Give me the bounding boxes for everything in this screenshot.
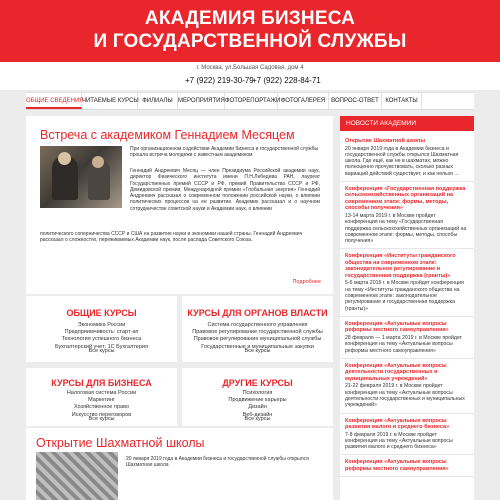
article-body-cont: политического соперничества СССР и США на развитие науки и экономики нашей страны. Геннадий Андреевич рассказал о сложностях, переживаемых Академии наук, после распада Советского Союза. [40,231,303,244]
phone-2[interactable]: +7 (922) 228-84-71 [252,76,321,85]
read-more-link[interactable]: Подробнее [292,279,321,285]
course-item[interactable]: Правовое регулирование муниципальной службы [193,336,322,343]
address: г. Москва, ул.Большая Садовая, дом 4 [196,65,304,71]
news-title[interactable]: Конференция «Актуальные вопросы реформы местного самоуправления» [345,320,449,334]
all-courses-link[interactable]: Все курсы [244,416,271,422]
news-item [340,455,474,477]
chess-article-text: 20 января 2019 года в Академии бизнеса и государственной службы открылся Шахматная школа [126,456,309,469]
course-item[interactable]: Бухгалтерский учет: 1С Бухгалтерия [55,343,148,350]
course-item[interactable]: Государственные и муниципальные закупки [201,343,314,350]
article-photo [40,146,122,208]
course-card-title[interactable]: ДРУГИЕ КУРСЫ [222,378,293,388]
course-card-title[interactable]: КУРСЫ ДЛЯ БИЗНЕСА [51,378,152,388]
course-item[interactable]: Правовое регулирование государственной службы [192,329,323,336]
news-body: 28 февраля — 1 марта 2019 г. в Москве пройдет конференция на тему «Актуальные вопросы реформы местного самоуправления» [345,334,463,354]
course-item[interactable]: Технология успешного бизнеса [61,336,142,343]
course-card-government [182,296,333,362]
course-card-business [26,368,177,426]
news-body: 7-8 февраля 2019 г. в Москве пройдет конференция на тему «Актуальные вопросы развития малого и среднего бизнеса» [345,431,453,451]
news-title[interactable]: Конференция «Актуальные вопросы реформы местного самоуправления» [345,459,449,472]
site-title-line1: АКАДЕМИЯ БИЗНЕСА [144,8,356,29]
nav-item-events[interactable]: МЕРОПРИЯТИЯ [178,93,225,109]
chess-photo [36,452,118,500]
news-list [340,134,474,477]
news-item [340,414,474,456]
nav-item-branches[interactable]: ФИЛИАЛЫ [138,93,178,109]
news-body: 21-22 февраля 2019 г. в Москве пройдет конференция на тему «Актуальные вопросы деятельности государственных и муниципальных учреждений» [345,383,465,409]
nav-item-photo-gallery[interactable]: ФОТОГАЛЕРЕЯ [278,93,329,109]
course-item[interactable]: Психология [242,390,273,396]
news-title[interactable]: Конференция «Актуальные вопросы деятельности государственных и муниципальных учреждений» [345,362,447,382]
course-item[interactable]: Продвижение карьеры [228,397,287,404]
news-body: 20 января 2019 года в Академии бизнеса и государственной службы открылся Шахматная школа. Где ещё, как не в шахматах, можно полноценно прочувствовать, сколько разных вариаций действий существует, и как нельзя ... [345,145,459,177]
main-nav [26,92,474,110]
site-title-line2: И ГОСУДАРСТВЕННОЙ СЛУЖБЫ [93,31,407,52]
featured-article [26,116,333,294]
course-item[interactable]: Дизайн [248,404,267,411]
course-item[interactable]: Экономика России [77,322,126,328]
chess-school-article [26,428,333,500]
all-courses-link[interactable]: Все курсы [88,416,115,422]
news-sidebar [340,116,474,500]
course-card-title[interactable]: ОБЩИЕ КУРСЫ [66,308,137,318]
course-item[interactable]: Маркетинг [88,397,115,404]
course-item[interactable]: Предприимчивость: старт-ап [64,329,139,336]
nav-item-photo-reports[interactable]: ФОТОРЕПОРТАЖИ [225,93,278,109]
news-body: 5-6 марта 2019 г. в Москве пройдет конференция на тему «Институты гражданского общества на современном этапе: законодательное регулирование и государственная поддержка (гранты)» [345,280,464,312]
news-item [340,182,474,249]
chess-article-title[interactable]: Открытие Шахматной школы [36,436,205,450]
news-title[interactable]: Открытие Шахматной школы [345,138,426,144]
course-card-general [26,296,177,362]
all-courses-link[interactable]: Все курсы [88,348,115,354]
course-card-title[interactable]: КУРСЫ ДЛЯ ОРГАНОВ ВЛАСТИ [187,308,328,318]
news-title[interactable]: Конференция «Государственная поддержка сельскохозяйственных организаций на современном этапе: формы, методы, способы получения» [345,185,466,212]
course-card-other [182,368,333,426]
nav-item-contacts[interactable]: КОНТАКТЫ [382,93,422,109]
article-title[interactable]: Встреча с академиком Геннадием Месяцем [40,128,295,142]
course-item[interactable]: Веб-дизайн [242,411,273,418]
all-courses-link[interactable]: Все курсы [244,348,271,354]
course-item[interactable]: Искусство переговоров [71,411,132,418]
course-item[interactable]: Хозяйственное право [73,404,130,411]
news-title[interactable]: Конференция «Актуальные вопросы развития малого и среднего бизнеса» [345,417,450,431]
news-title[interactable]: Конференция «Институты гражданского общества на современном этапе: законодательное регулирование и государственная поддержка (гранты)» [345,253,456,279]
nav-item-courses[interactable]: ЧИТАЕМЫЕ КУРСЫ [82,93,138,109]
nav-item-faq[interactable]: ВОПРОС-ОТВЕТ [329,93,382,109]
phone-1[interactable]: +7 (922) 219-30-79 [185,76,254,85]
news-item [340,249,474,316]
news-item [340,359,474,414]
news-item [340,134,474,182]
news-header: НОВОСТИ АКАДЕМИИ [340,116,474,131]
contact-bar [0,62,500,90]
course-item[interactable]: Система государственного управления [207,322,308,328]
nav-item-general[interactable]: ОБЩИЕ СВЕДЕНИЯ [26,93,82,109]
site-header [0,0,500,62]
news-body: 13-14 марта 2019 г. в Москве пройдет конференция на тему «Государственная поддержка сельскохозяйственных организаций на современном этапе: формы, методы, способы получения» [345,212,467,245]
article-intro: При организационном содействии Академии бизнеса и государственной службы прошла встреча молодежи с известным академиком [130,146,319,158]
course-item[interactable]: Налоговая система России [66,390,137,396]
article-body: Геннадий Андреевич Месяц — член Президиума Российской академии наук, директор Физического института имени П.Н.Лебедева РАН, лауреат Государственных премий СССР и РФ, премий Правительства СССР и РФ, Демидовской премии, Международной премии «Глобальная энергия» Геннадий Андреевич рассказал о современном положении российской науки, о влиянии политических процессов на ее развитие. Академик рассказал и о научном сотрудничестве советской науки и Академии наук, о влиянии [130,168,320,212]
news-item [340,317,474,359]
